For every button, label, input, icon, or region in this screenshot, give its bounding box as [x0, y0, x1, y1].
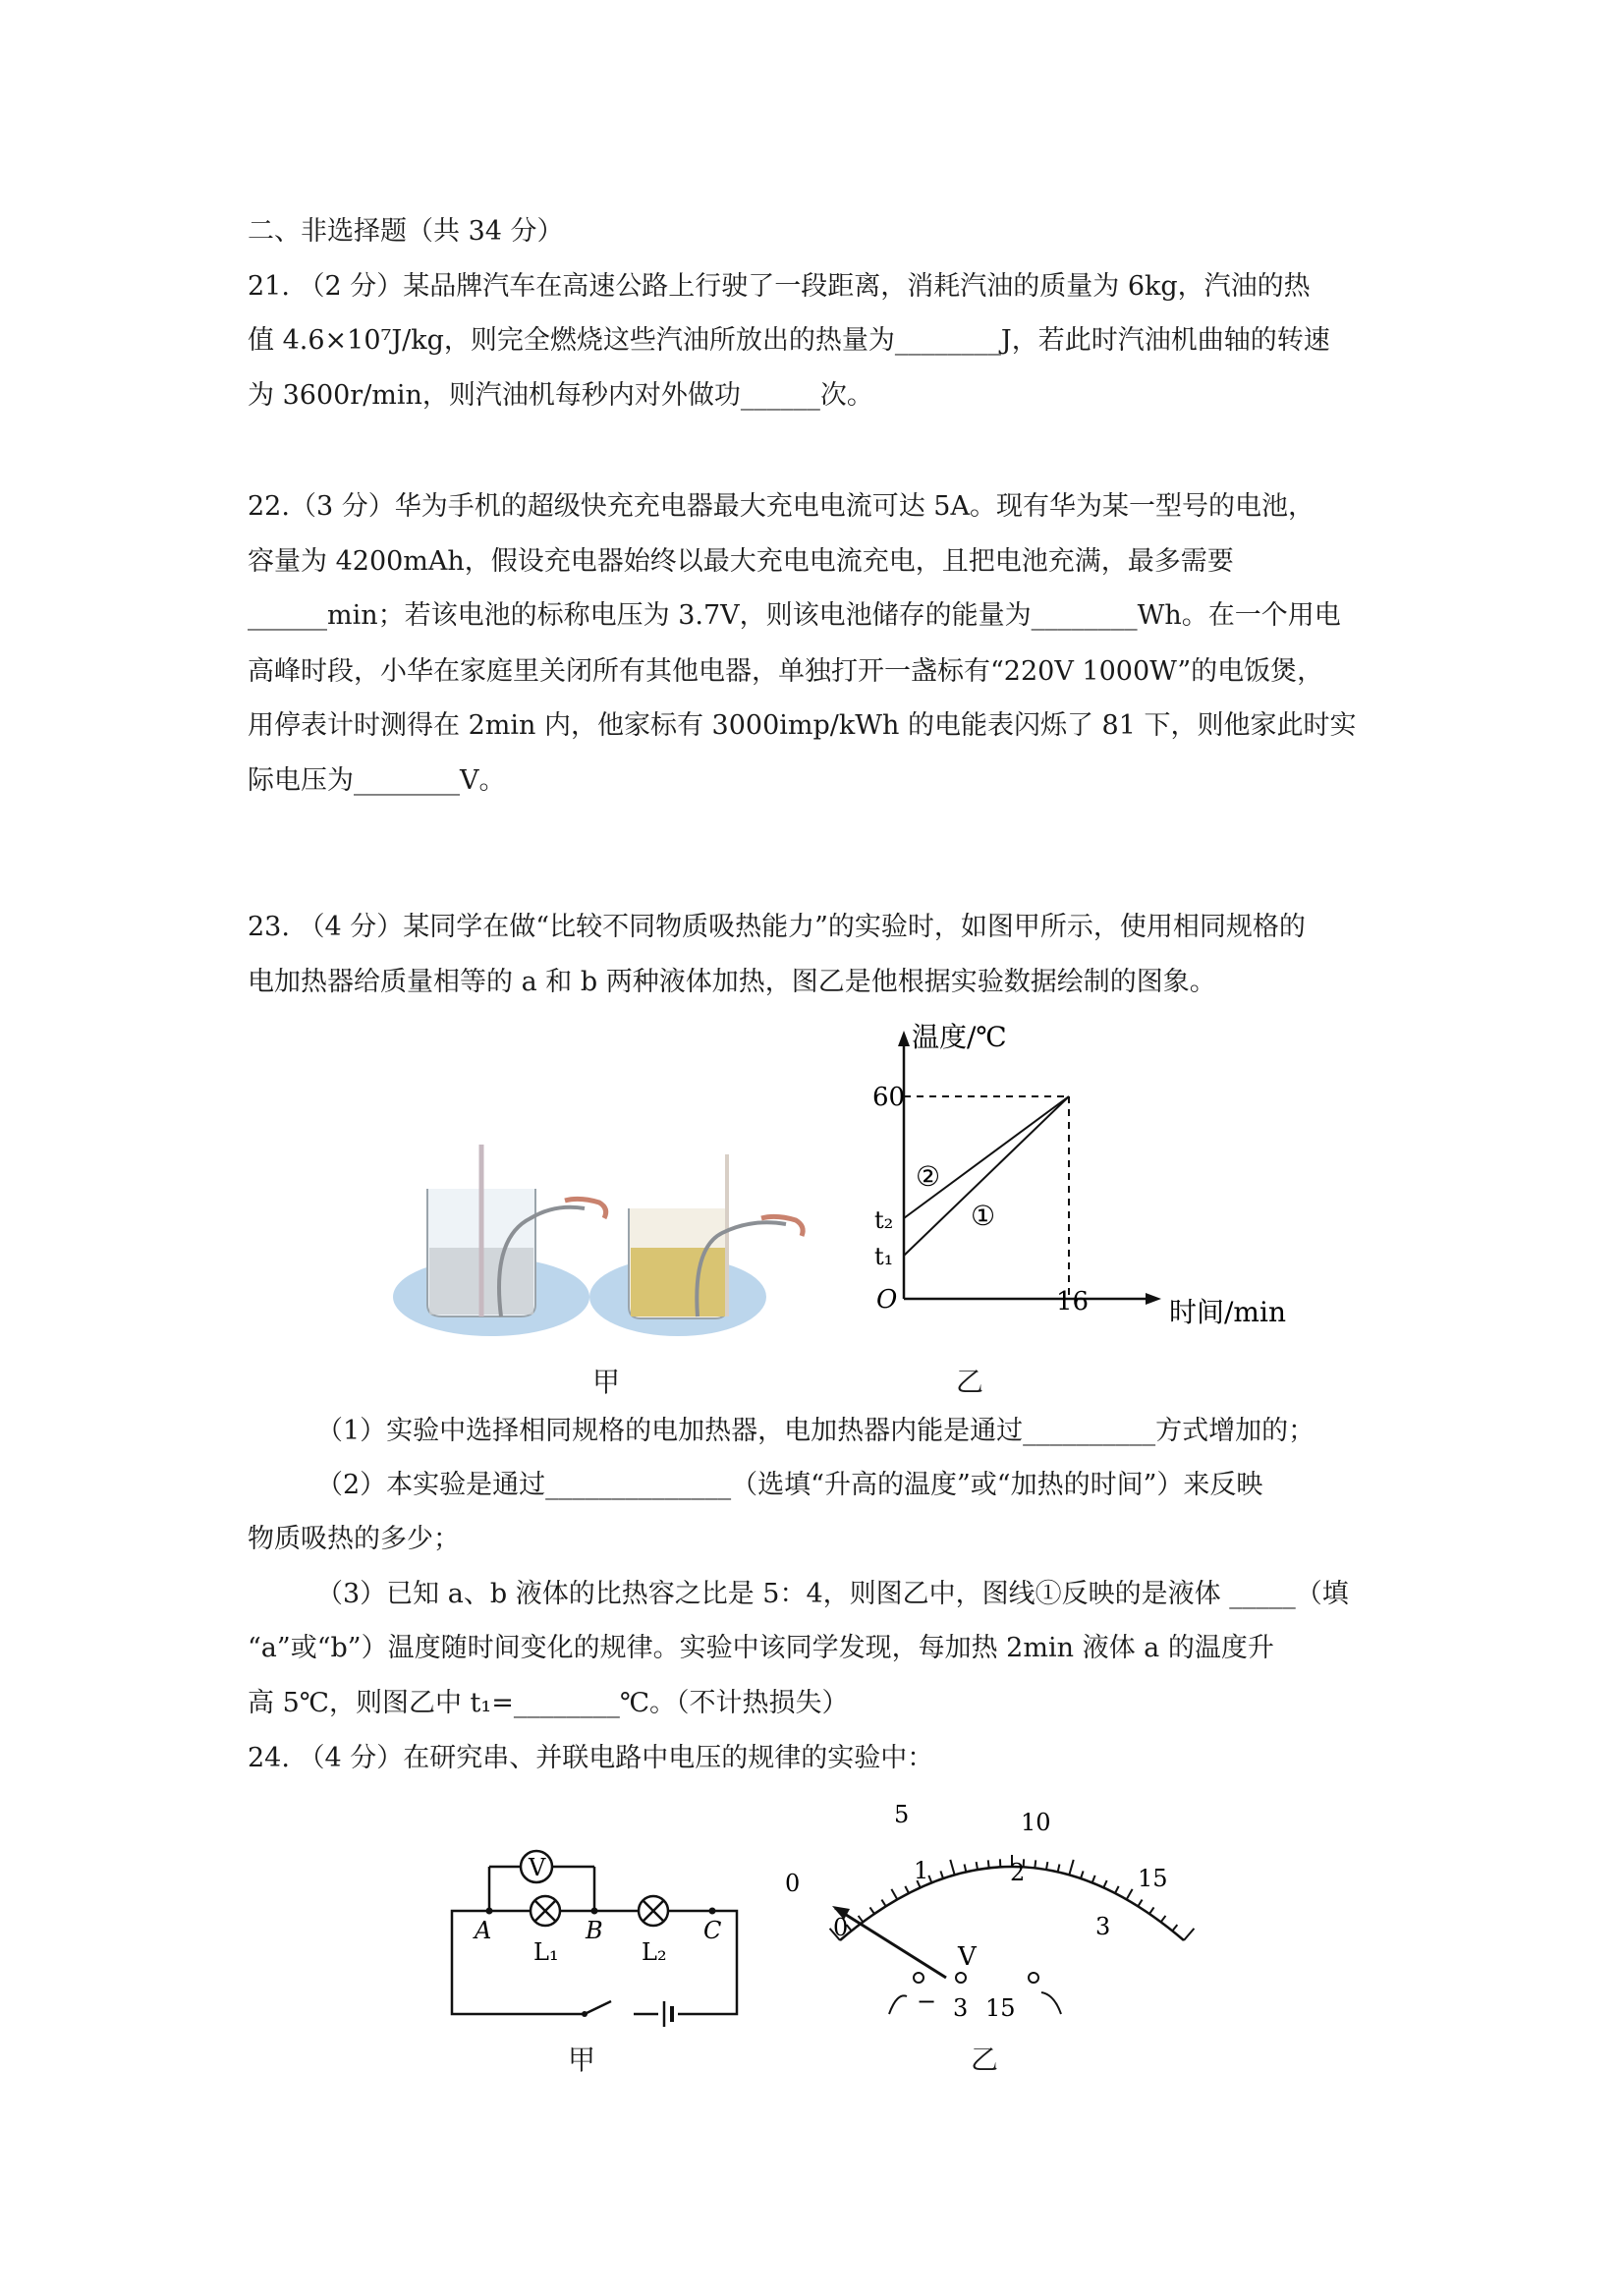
q23-sub-3a: （3）已知 a、b 液体的比热容之比是 5：4，则图乙中，图线①反映的是液体 _____（填	[316, 1579, 1349, 1609]
dial-tick	[1161, 1916, 1166, 1922]
y-axis-label: 温度/℃	[912, 1021, 1007, 1053]
dial-tick	[905, 1886, 909, 1893]
q22-line-2: 容量为 4200mAh，假设充电器始终以最大充电电流充电，且把电池充满，最多需要	[248, 546, 1234, 577]
dial-tick	[1046, 1862, 1047, 1870]
dial-tick	[1172, 1925, 1177, 1931]
lamp-l1-label: L₁	[533, 1938, 559, 1966]
dial-tick	[891, 1889, 897, 1899]
q24-figure-right-caption: 乙	[971, 2044, 999, 2076]
scale-outer-15: 15	[1138, 1865, 1168, 1892]
scale-outer-0: 0	[785, 1870, 801, 1897]
x-axis-label: 时间/min	[1169, 1296, 1286, 1328]
dial-tick	[1149, 1907, 1154, 1914]
temperature-graph	[855, 1017, 1286, 1341]
q23-line-2: 电加热器给质量相等的 a 和 b 两种液体加热，图乙是他根据实验数据绘制的图象。	[248, 967, 1216, 997]
dial-tick	[950, 1860, 954, 1875]
y-tick-60: 60	[872, 1083, 906, 1112]
circuit-diagram	[432, 1822, 756, 2019]
line-1-label: ①	[971, 1200, 996, 1232]
dial-tick	[869, 1907, 874, 1914]
scale-inner-2: 2	[1010, 1859, 1026, 1886]
dial-tick	[988, 1860, 989, 1868]
dial-tick	[1092, 1876, 1095, 1882]
voltmeter-dial	[771, 1798, 1194, 2053]
q23-figure-right-caption: 乙	[956, 1366, 984, 1398]
y-tick-t2: t₂	[874, 1206, 894, 1234]
q21-line-2: 值 4.6×10⁷J/kg，则完全燃烧这些汽油所放出的热量为________J，若此时汽油机曲轴的转速	[248, 325, 1330, 356]
dial-tick	[1058, 1865, 1060, 1873]
dial-tick	[1138, 1900, 1142, 1907]
q22-line-3: ______min；若该电池的标称电压为 3.7V，则该电池储存的能量为________Wh。在一个用电	[248, 600, 1341, 631]
origin-label: O	[876, 1285, 898, 1315]
q23-sub-1: （1）实验中选择相同规格的电加热器，电加热器内能是通过__________方式增加的；	[316, 1416, 1315, 1446]
scale-inner-0: 0	[833, 1914, 849, 1941]
q22-line-5: 用停表计时测得在 2min 内，他家标有 3000imp/kWh 的电能表闪烁了 81 下，则他家此时实	[248, 710, 1357, 741]
dial-tick	[881, 1900, 885, 1907]
beaker-oil	[589, 1154, 803, 1336]
terminal-15: 15	[985, 1994, 1016, 2022]
point-a-label: A	[475, 1917, 492, 1944]
q22-line-6: 际电压为________V。	[248, 765, 506, 796]
scale-outer-10: 10	[1021, 1809, 1051, 1836]
dial-tick	[859, 1916, 864, 1922]
meter-unit: V	[958, 1942, 977, 1972]
q23-figure-left-caption: 甲	[592, 1366, 621, 1398]
beakers-figure	[383, 1130, 825, 1346]
dial-tick	[1127, 1889, 1133, 1899]
scale-inner-3: 3	[1095, 1913, 1111, 1940]
dial-tick	[1115, 1886, 1119, 1893]
dial-tick	[965, 1865, 967, 1873]
q22-line-1: 22.（3 分）华为手机的超级快充充电器最大充电电流可达 5A。现有华为某一型号的电池，	[248, 491, 1315, 522]
q23-sub-3c: 高 5℃，则图乙中 t₁=________℃。（不计热损失）	[248, 1688, 849, 1718]
beaker-water	[393, 1145, 606, 1336]
dial-tick	[928, 1876, 931, 1882]
section-heading: 二、非选择题（共 34 分）	[248, 216, 564, 247]
q21-line-3: 为 3600r/min，则汽油机每秒内对外做功______次。	[248, 380, 873, 411]
voltmeter-label: V	[529, 1854, 546, 1881]
terminal-minus: −	[917, 1988, 937, 2015]
x-axis-arrow-icon	[1146, 1293, 1161, 1305]
point-c-label: C	[703, 1917, 722, 1944]
needle	[835, 1908, 946, 1978]
dial-tick	[977, 1862, 978, 1870]
y-tick-t1: t₁	[874, 1243, 894, 1270]
q23-sub-2b: 物质吸热的多少；	[248, 1524, 460, 1554]
q23-line-1: 23. （4 分）某同学在做“比较不同物质吸热能力”的实验时，如图甲所示，使用相同规格的	[248, 912, 1306, 942]
terminal-3: 3	[953, 1994, 969, 2022]
q24-figure-left-caption: 甲	[568, 2044, 596, 2076]
dial-tick	[1081, 1871, 1084, 1878]
q21-line-1: 21. （2 分）某品牌汽车在高速公路上行驶了一段距离，消耗汽油的质量为 6kg，汽油的热	[248, 271, 1311, 302]
lamp-l2-label: L₂	[642, 1938, 667, 1966]
q24-line-1: 24. （4 分）在研究串、并联电路中电压的规律的实验中：	[248, 1743, 934, 1773]
q23-sub-3b: “a”或“b”）温度随时间变化的规律。实验中该同学发现，每加热 2min 液体 a 的温度升	[248, 1633, 1274, 1663]
q23-sub-2a: （2）本实验是通过______________（选填“升高的温度”或“加热的时间”）来反映	[316, 1470, 1263, 1500]
point-b-label: B	[586, 1917, 603, 1944]
dial-tick	[1184, 1929, 1194, 1940]
dial-tick	[1069, 1860, 1073, 1875]
scale-outer-5: 5	[894, 1801, 910, 1828]
y-axis-arrow-icon	[898, 1031, 910, 1046]
dial-tick	[1103, 1880, 1106, 1887]
dial-tick	[940, 1871, 943, 1878]
line-2-label: ②	[916, 1160, 941, 1193]
q22-line-4: 高峰时段，小华在家庭里关闭所有其他电器，单独打开一盏标有“220V 1000W”的电饭煲，	[248, 656, 1324, 687]
scale-inner-1: 1	[914, 1857, 929, 1884]
x-tick-16: 16	[1056, 1287, 1090, 1316]
